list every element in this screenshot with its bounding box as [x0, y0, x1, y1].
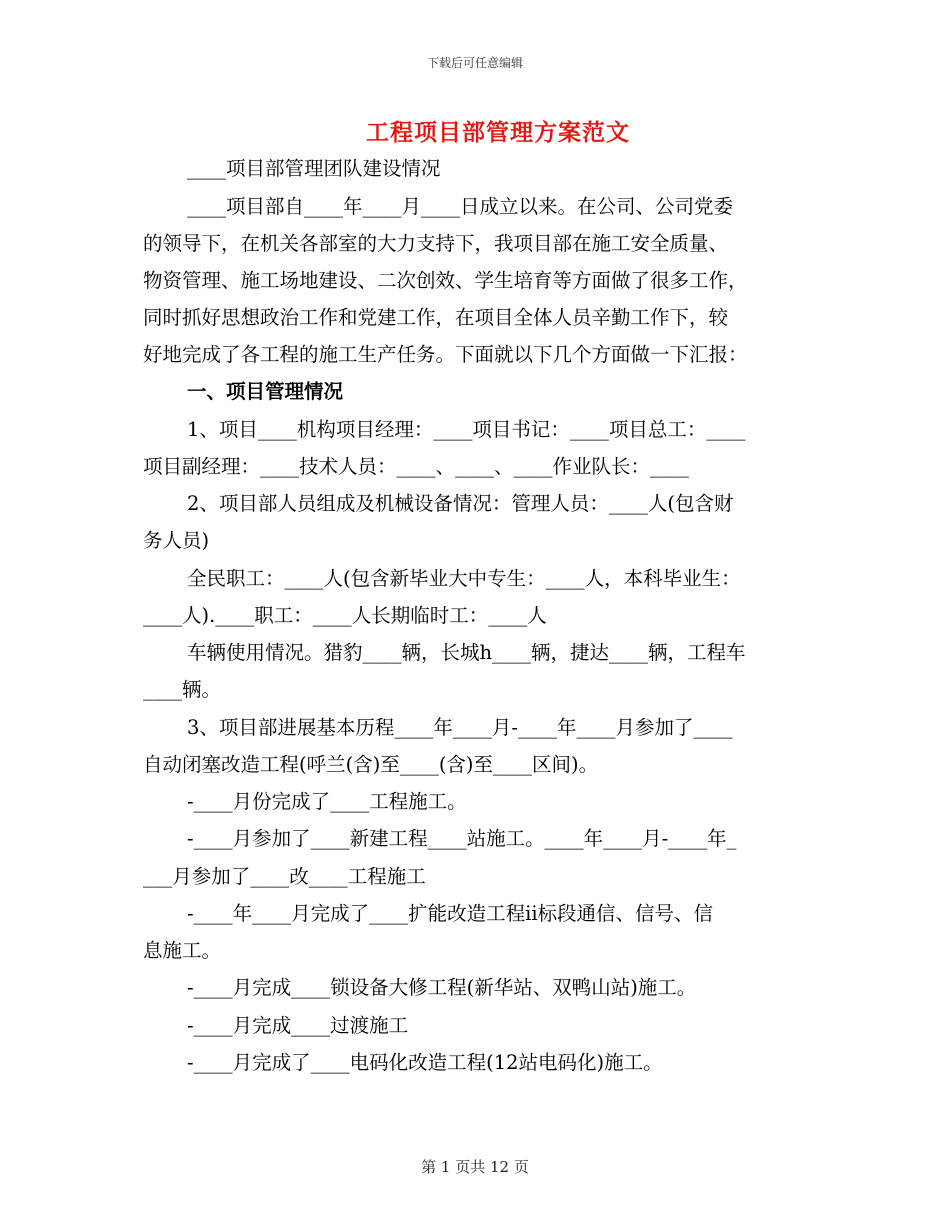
body-line: -____月份完成了____工程施工。 — [187, 790, 467, 813]
document-title: 工程项目部管理方案范文 — [366, 119, 630, 146]
body-line: -____月参加了____新建工程____站施工。____年____月-____年_ — [187, 827, 737, 850]
header-note: 下载后可任意编辑 — [426, 56, 523, 70]
body-line: -____月完成了____电码化改造工程(12站电码化)施工。 — [187, 1051, 663, 1074]
body-line: -____月完成____锁设备大修工程(新华站、双鸭山站)施工。 — [187, 976, 697, 999]
body-line: 好地完成了各工程的施工生产任务。下面就以下几个方面做一下汇报： — [143, 343, 748, 366]
body-line: 2、项目部人员组成及机械设备情况：管理人员：____人(包含财 — [187, 492, 734, 515]
body-line: 的领导下，在机关各部室的大力支持下，我项目部在施工安全质量、 — [143, 232, 729, 255]
body-line: ____项目部自____年____月____日成立以来。在公司、公司党委 — [187, 195, 734, 218]
body-line: 物资管理、施工场地建设、二次创效、学生培育等方面做了很多工作， — [143, 269, 748, 292]
body-line: 自动闭塞改造工程(呼兰(含)至____(含)至____区间)。 — [143, 753, 599, 776]
body-line: 3、项目部进展基本历程____年____月-____年____月参加了____ — [187, 716, 733, 739]
body-line: 1、项目____机构项目经理：____项目书记：____项目总工：____ — [187, 418, 746, 441]
body-line: 同时抓好思想政治工作和党建工作，在项目全体人员辛勤工作下，较 — [143, 306, 729, 329]
body-line: 息施工。 — [143, 939, 222, 962]
body-line: 车辆使用情况。猎豹____辆，长城h____辆，捷达____辆，工程车 — [187, 641, 746, 664]
body-line: ____辆。 — [143, 678, 222, 701]
body-line: ____项目部管理团队建设情况 — [187, 157, 441, 180]
page-indicator: 第 1 页共 12 页 — [421, 1158, 529, 1176]
body-line: ____人).____职工：____人长期临时工：____人 — [143, 604, 547, 627]
body-line: -____月完成____过渡施工 — [187, 1014, 409, 1037]
body-line: 项目副经理：____技术人员：____、____、____作业队长：____ — [143, 455, 690, 478]
body-line: 全民职工：____人(包含新毕业大中专生：____人，本科毕业生： — [187, 567, 741, 590]
body-line: 务人员) — [143, 529, 210, 552]
body-line: ___月参加了____改____工程施工 — [143, 865, 426, 888]
section-heading: 一、项目管理情况 — [187, 380, 344, 403]
body-line: -____年____月完成了____扩能改造工程ii标段通信、信号、信 — [187, 902, 714, 925]
